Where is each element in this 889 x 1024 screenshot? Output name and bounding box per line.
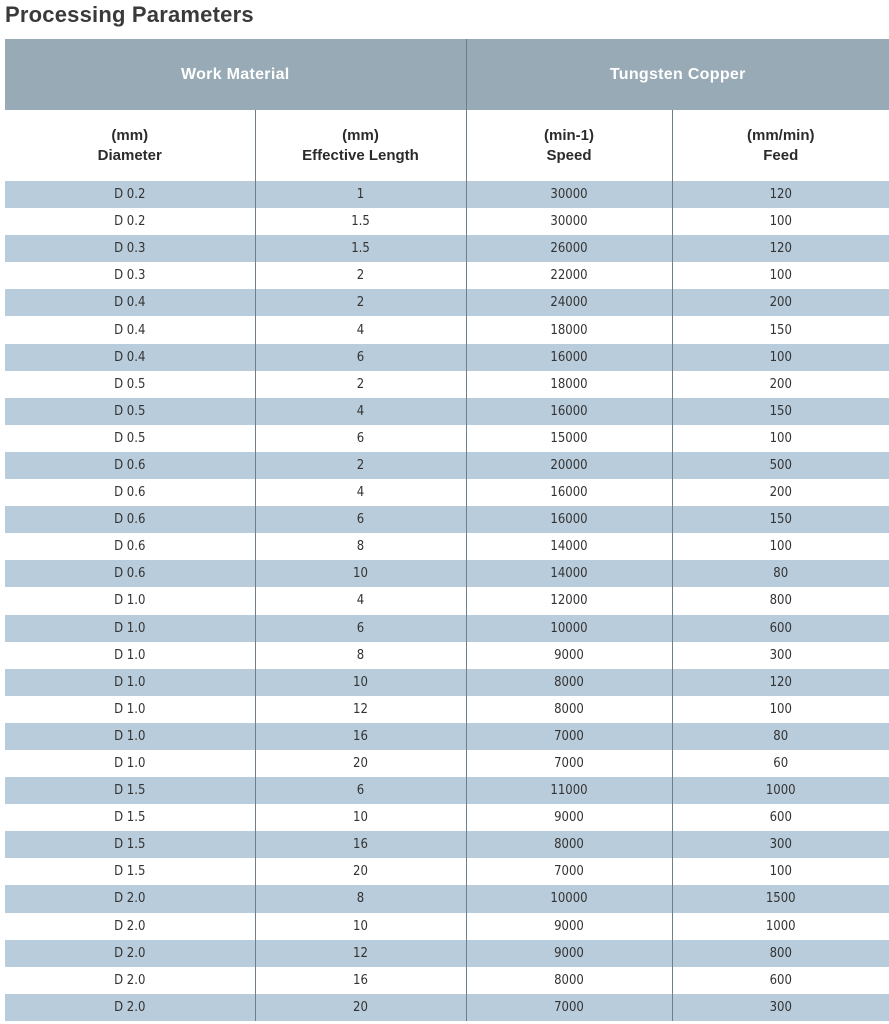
cell-effective-length: 2 (255, 289, 466, 316)
cell-diameter: D 0.2 (5, 181, 255, 208)
cell-diameter: D 2.0 (5, 967, 255, 994)
cell-diameter: D 0.3 (5, 262, 255, 289)
cell-speed: 20000 (466, 452, 672, 479)
cell-speed: 14000 (466, 560, 672, 587)
cell-feed: 200 (672, 289, 889, 316)
cell-diameter: D 1.5 (5, 777, 255, 804)
cell-feed: 100 (672, 208, 889, 235)
cell-feed: 800 (672, 587, 889, 614)
cell-diameter: D 1.0 (5, 615, 255, 642)
cell-feed: 300 (672, 642, 889, 669)
cell-feed: 300 (672, 831, 889, 858)
cell-diameter: D 2.0 (5, 994, 255, 1021)
column-unit: (mm) (111, 126, 149, 144)
table-row (5, 398, 889, 425)
cell-diameter: D 1.0 (5, 696, 255, 723)
cell-speed: 16000 (466, 398, 672, 425)
cell-feed: 600 (672, 967, 889, 994)
cell-effective-length: 2 (255, 262, 466, 289)
cell-speed: 8000 (466, 967, 672, 994)
cell-effective-length: 16 (255, 967, 466, 994)
cell-effective-length: 8 (255, 533, 466, 560)
cell-speed: 24000 (466, 289, 672, 316)
cell-feed: 300 (672, 994, 889, 1021)
table-row (5, 642, 889, 669)
cell-feed: 150 (672, 398, 889, 425)
cell-effective-length: 6 (255, 777, 466, 804)
table-row (5, 533, 889, 560)
cell-effective-length: 20 (255, 994, 466, 1021)
cell-effective-length: 8 (255, 642, 466, 669)
page-title: Processing Parameters (5, 2, 254, 27)
table-body (5, 181, 889, 1021)
cell-feed: 100 (672, 858, 889, 885)
cell-diameter: D 1.0 (5, 669, 255, 696)
cell-effective-length: 12 (255, 940, 466, 967)
cell-feed: 80 (672, 723, 889, 750)
table-row (5, 208, 889, 235)
cell-effective-length: 16 (255, 723, 466, 750)
cell-diameter: D 1.0 (5, 723, 255, 750)
table-row (5, 560, 889, 587)
column-header-feed (672, 110, 889, 181)
cell-diameter: D 2.0 (5, 885, 255, 912)
cell-feed: 60 (672, 750, 889, 777)
column-unit: (min-1) (544, 126, 594, 144)
cell-feed: 1500 (672, 885, 889, 912)
cell-speed: 26000 (466, 235, 672, 262)
cell-diameter: D 0.6 (5, 452, 255, 479)
cell-diameter: D 2.0 (5, 913, 255, 940)
cell-speed: 10000 (466, 885, 672, 912)
cell-feed: 600 (672, 615, 889, 642)
cell-feed: 1000 (672, 777, 889, 804)
table-row (5, 425, 889, 452)
cell-effective-length: 6 (255, 615, 466, 642)
cell-speed: 9000 (466, 642, 672, 669)
cell-diameter: D 0.6 (5, 533, 255, 560)
column-header-effective-length (255, 110, 466, 181)
cell-diameter: D 0.6 (5, 479, 255, 506)
table-row (5, 669, 889, 696)
cell-speed: 16000 (466, 479, 672, 506)
cell-speed: 9000 (466, 940, 672, 967)
table-row (5, 885, 889, 912)
cell-speed: 7000 (466, 994, 672, 1021)
table-row (5, 316, 889, 343)
cell-effective-length: 4 (255, 398, 466, 425)
cell-speed: 10000 (466, 615, 672, 642)
cell-effective-length: 6 (255, 344, 466, 371)
cell-effective-length: 20 (255, 750, 466, 777)
table-row (5, 967, 889, 994)
cell-diameter: D 1.0 (5, 642, 255, 669)
cell-speed: 18000 (466, 316, 672, 343)
cell-effective-length: 4 (255, 316, 466, 343)
cell-effective-length: 10 (255, 804, 466, 831)
cell-feed: 120 (672, 235, 889, 262)
cell-feed: 100 (672, 425, 889, 452)
cell-speed: 8000 (466, 831, 672, 858)
table-row (5, 913, 889, 940)
cell-feed: 100 (672, 262, 889, 289)
table-row (5, 262, 889, 289)
cell-feed: 100 (672, 344, 889, 371)
cell-speed: 7000 (466, 858, 672, 885)
group-header-row (5, 39, 889, 110)
table-row (5, 452, 889, 479)
table-row (5, 940, 889, 967)
table-row (5, 344, 889, 371)
cell-speed: 30000 (466, 208, 672, 235)
table-row (5, 181, 889, 208)
table-row (5, 750, 889, 777)
cell-effective-length: 4 (255, 479, 466, 506)
cell-diameter: D 0.4 (5, 289, 255, 316)
table-row (5, 858, 889, 885)
column-unit: (mm) (342, 126, 379, 144)
cell-feed: 80 (672, 560, 889, 587)
cell-effective-length: 20 (255, 858, 466, 885)
cell-speed: 7000 (466, 723, 672, 750)
table-row (5, 235, 889, 262)
cell-feed: 150 (672, 506, 889, 533)
cell-effective-length: 1 (255, 181, 466, 208)
cell-feed: 100 (672, 696, 889, 723)
column-label: Diameter (97, 146, 162, 164)
cell-feed: 200 (672, 371, 889, 398)
cell-effective-length: 1.5 (255, 235, 466, 262)
cell-effective-length: 10 (255, 560, 466, 587)
table-row (5, 831, 889, 858)
cell-speed: 15000 (466, 425, 672, 452)
cell-speed: 8000 (466, 696, 672, 723)
cell-effective-length: 2 (255, 371, 466, 398)
cell-effective-length: 16 (255, 831, 466, 858)
table-row (5, 506, 889, 533)
cell-feed: 600 (672, 804, 889, 831)
cell-speed: 22000 (466, 262, 672, 289)
cell-effective-length: 12 (255, 696, 466, 723)
cell-diameter: D 1.5 (5, 804, 255, 831)
cell-diameter: D 1.5 (5, 831, 255, 858)
cell-diameter: D 0.5 (5, 425, 255, 452)
cell-speed: 14000 (466, 533, 672, 560)
cell-speed: 9000 (466, 804, 672, 831)
work-material-header: Work Material (5, 39, 466, 110)
cell-diameter: D 1.0 (5, 587, 255, 614)
column-header-diameter (5, 110, 255, 181)
table-row (5, 994, 889, 1021)
cell-effective-length: 6 (255, 425, 466, 452)
cell-speed: 18000 (466, 371, 672, 398)
cell-speed: 11000 (466, 777, 672, 804)
cell-diameter: D 0.5 (5, 398, 255, 425)
cell-feed: 120 (672, 181, 889, 208)
cell-diameter: D 0.6 (5, 560, 255, 587)
cell-feed: 800 (672, 940, 889, 967)
cell-speed: 8000 (466, 669, 672, 696)
cell-diameter: D 0.3 (5, 235, 255, 262)
column-label: Speed (546, 146, 592, 164)
cell-diameter: D 0.4 (5, 316, 255, 343)
cell-speed: 16000 (466, 344, 672, 371)
cell-effective-length: 6 (255, 506, 466, 533)
cell-speed: 16000 (466, 506, 672, 533)
table-row (5, 777, 889, 804)
cell-feed: 100 (672, 533, 889, 560)
cell-effective-length: 4 (255, 587, 466, 614)
column-header-speed (466, 110, 672, 181)
cell-feed: 1000 (672, 913, 889, 940)
table-row (5, 723, 889, 750)
cell-effective-length: 1.5 (255, 208, 466, 235)
cell-speed: 9000 (466, 913, 672, 940)
cell-speed: 30000 (466, 181, 672, 208)
cell-diameter: D 0.2 (5, 208, 255, 235)
cell-speed: 12000 (466, 587, 672, 614)
cell-diameter: D 0.5 (5, 371, 255, 398)
cell-speed: 7000 (466, 750, 672, 777)
cell-feed: 150 (672, 316, 889, 343)
column-unit: (mm/min) (747, 126, 815, 144)
cell-diameter: D 2.0 (5, 940, 255, 967)
column-header-row (5, 110, 889, 181)
material-header: Tungsten Copper (466, 39, 889, 110)
column-label: Feed (763, 146, 799, 164)
table-row (5, 371, 889, 398)
cell-feed: 200 (672, 479, 889, 506)
cell-effective-length: 2 (255, 452, 466, 479)
table-row (5, 696, 889, 723)
column-label: Effective Length (302, 146, 419, 164)
cell-effective-length: 10 (255, 669, 466, 696)
table-row (5, 587, 889, 614)
cell-feed: 500 (672, 452, 889, 479)
table-row (5, 615, 889, 642)
cell-feed: 120 (672, 669, 889, 696)
cell-diameter: D 0.6 (5, 506, 255, 533)
table-row (5, 479, 889, 506)
cell-diameter: D 0.4 (5, 344, 255, 371)
cell-diameter: D 1.0 (5, 750, 255, 777)
cell-effective-length: 8 (255, 885, 466, 912)
processing-parameters-table (5, 39, 889, 1021)
table-row (5, 289, 889, 316)
table-row (5, 804, 889, 831)
cell-effective-length: 10 (255, 913, 466, 940)
cell-diameter: D 1.5 (5, 858, 255, 885)
